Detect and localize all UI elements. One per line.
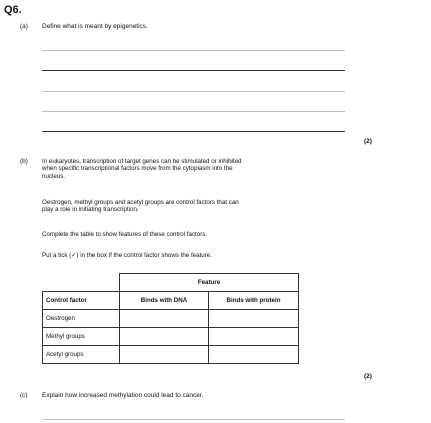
- answer-line: [42, 50, 345, 51]
- answer-line: [42, 70, 345, 71]
- text-line: Oestrogen, methyl groups and acetyl groups are control factors that can: [42, 199, 239, 206]
- text-line: when specific transcriptional factors move from the cytoplasm into the: [42, 165, 233, 173]
- question-number: Q6.: [4, 4, 22, 16]
- control-factor-cell: Acetyl groups: [43, 346, 120, 364]
- tick-box-protein[interactable]: [209, 328, 299, 346]
- text-line: nucleus.: [42, 172, 66, 180]
- tick-box-dna[interactable]: [120, 346, 209, 364]
- tick-box-dna[interactable]: [120, 310, 209, 328]
- part-b-instruction-2: Put a tick (✓) in the box if the control factor shows the feature.: [42, 252, 212, 259]
- part-b-label: (b): [20, 158, 28, 165]
- tick-box-protein[interactable]: [209, 346, 299, 364]
- part-a-marks: (2): [364, 138, 372, 145]
- part-a-label: (a): [20, 23, 28, 30]
- table-row: [43, 328, 299, 346]
- part-b-paragraph-1: [42, 158, 362, 180]
- control-factor-table: [42, 273, 299, 364]
- part-a-prompt: Define what is meant by epigenetics.: [42, 23, 148, 30]
- control-factor-header: Control factor: [43, 292, 120, 310]
- binds-dna-header: Binds with DNA: [120, 292, 209, 310]
- answer-line: [42, 111, 345, 112]
- control-factor-cell: Methyl groups: [43, 328, 120, 346]
- part-c-prompt: Explain how increased methylation could lead to cancer.: [42, 392, 204, 399]
- feature-header: Feature: [120, 274, 299, 292]
- part-b-instruction-1: Complete the table to show features of these control factors.: [42, 231, 208, 238]
- control-factor-cell: Oestrogen: [43, 310, 120, 328]
- tick-box-dna[interactable]: [120, 328, 209, 346]
- table-row: [43, 310, 299, 328]
- tick-box-protein[interactable]: [209, 310, 299, 328]
- answer-line: [42, 131, 345, 132]
- text-line: play a role in initiating transcription.: [42, 206, 139, 214]
- part-c-label: (c): [20, 392, 28, 399]
- part-b-paragraph-2: [42, 199, 362, 214]
- binds-protein-header: Binds with protein: [209, 292, 299, 310]
- answer-line: [42, 91, 345, 92]
- text-line: In eukaryotes, transcription of target genes can be stimulated or inhibited: [42, 158, 242, 165]
- table-row: [43, 346, 299, 364]
- answer-line: [42, 419, 345, 420]
- part-b-marks: (2): [364, 373, 372, 380]
